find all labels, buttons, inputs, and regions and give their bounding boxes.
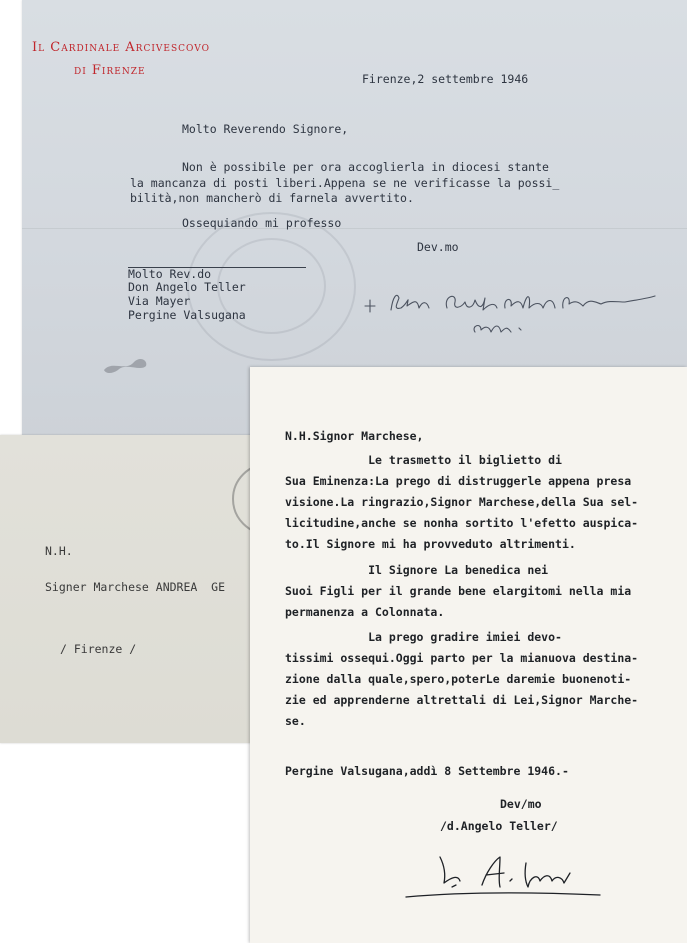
letter-body-line: Non è possibile per ora accoglierla in diocesi stante bbox=[182, 160, 549, 174]
recipient-line: Pergine Valsugana bbox=[128, 308, 246, 322]
letterhead-subtitle: di Firenze bbox=[74, 63, 146, 78]
letter-body-line: Le trasmetto il biglietto di bbox=[285, 453, 562, 467]
letter-body-line: to.Il Signore mi ha provveduto altrimenti. bbox=[285, 537, 576, 551]
letter-body-line: La prego gradire imiei devo- bbox=[285, 630, 562, 644]
letter-body-line: Il Signore La benedica nei bbox=[285, 563, 549, 577]
letter-signer: /d.Angelo Teller/ bbox=[440, 819, 558, 833]
letter-body-line: bilità,non mancherò di farnela avvertito. bbox=[130, 191, 414, 205]
letter-body-line: zione dalla quale,spero,poterLe daremie buonenoti- bbox=[285, 672, 632, 686]
letter-body-line: Suoi Figli per il grande bene elargitomi nella mia bbox=[285, 584, 632, 598]
letter-devmo: Dev.mo bbox=[417, 240, 459, 254]
letter-body-line: visione.La ringrazio,Signor Marchese,della Sua sel- bbox=[285, 495, 639, 509]
letter-body-line: la mancanza di posti liberi.Appena se ne verificasse la possi_ bbox=[130, 176, 560, 190]
letter-closing: Ossequiando mi professo bbox=[182, 216, 342, 230]
letter-salutation: Molto Reverendo Signore, bbox=[182, 122, 349, 136]
teller-signature bbox=[400, 845, 610, 905]
letterhead-title: Il Cardinale Arcivescovo bbox=[32, 40, 210, 55]
cardinal-signature bbox=[357, 280, 657, 350]
letter-body-line: se. bbox=[285, 714, 306, 728]
letter-place-date: Pergine Valsugana,addì 8 Settembre 1946.- bbox=[285, 764, 569, 778]
fold-line bbox=[22, 228, 687, 229]
teller-letter bbox=[250, 367, 687, 943]
letter-date: Firenze,2 settembre 1946 bbox=[362, 72, 529, 86]
recipient-line: Don Angelo Teller bbox=[128, 280, 246, 294]
letter-devmo: Dev/mo bbox=[500, 797, 542, 811]
letter-body-line: Sua Eminenza:La prego di distruggerle appena presa bbox=[285, 474, 632, 488]
letter-body-line: zie ed apprenderne altrettali di Lei,Signor Marche- bbox=[285, 693, 639, 707]
envelope-address-line: Signer Marchese ANDREA GE bbox=[45, 580, 226, 594]
paper-clip-mark bbox=[100, 352, 152, 378]
letter-body-line: permanenza a Colonnata. bbox=[285, 605, 445, 619]
envelope-address-line: N.H. bbox=[45, 544, 73, 558]
letter-salutation: N.H.Signor Marchese, bbox=[285, 429, 424, 443]
envelope-address-line: / Firenze / bbox=[60, 642, 137, 656]
letter-body-line: tissimi ossequi.Oggi parto per la mianuova destina- bbox=[285, 651, 639, 665]
envelope bbox=[0, 435, 262, 743]
recipient-line: Via Mayer bbox=[128, 294, 191, 308]
recipient-line: Molto Rev.do bbox=[128, 267, 212, 281]
letter-body-line: licitudine,anche se nonha sortito l'efetto auspica- bbox=[285, 516, 639, 530]
